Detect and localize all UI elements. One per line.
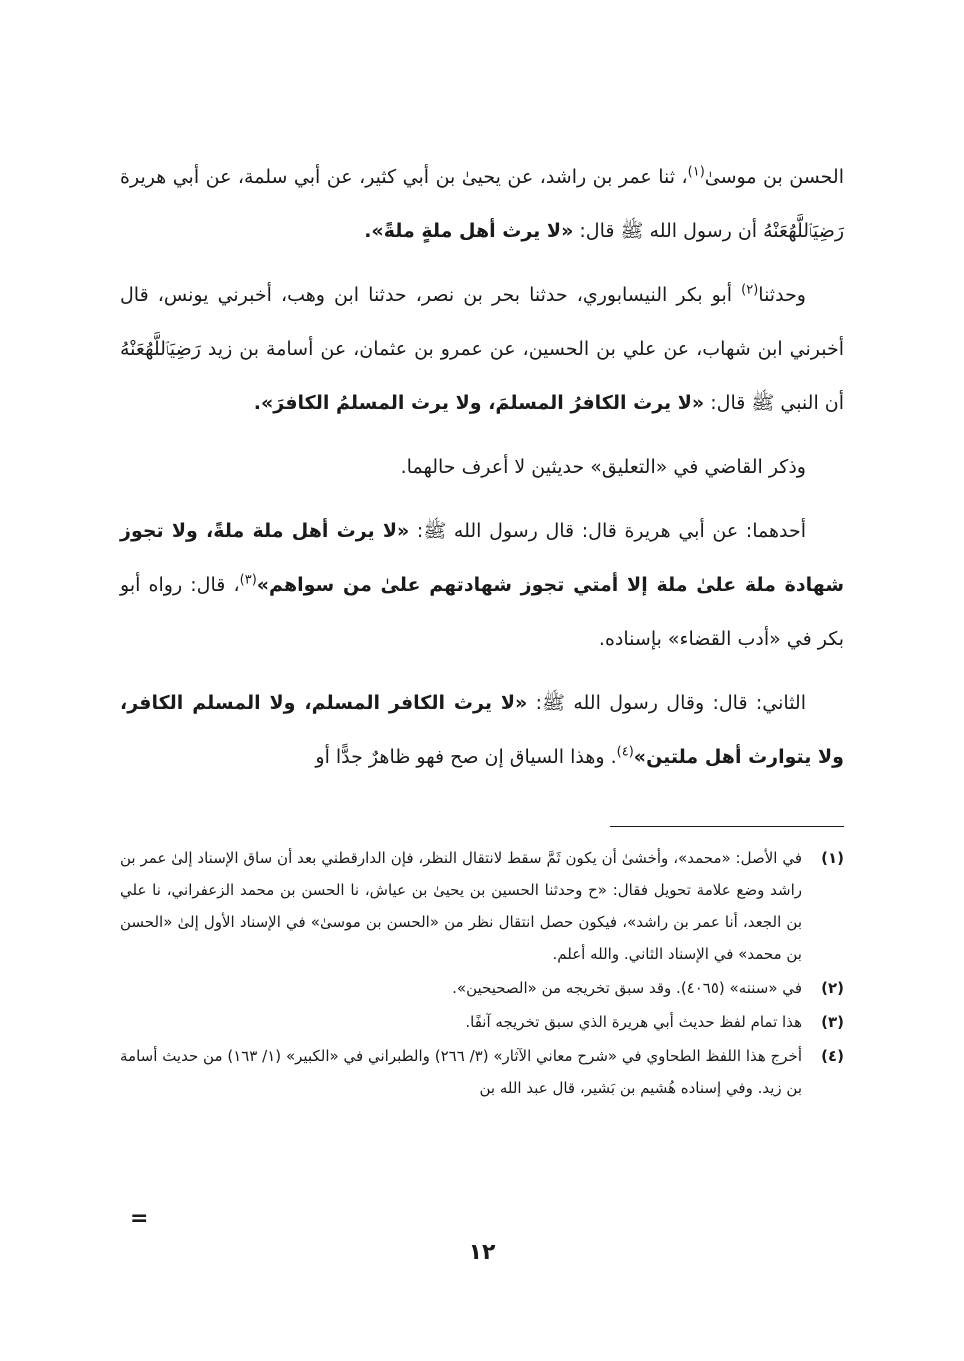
footnote-2 bbox=[120, 972, 844, 1004]
footnote-ref-2[interactable]: (٢) bbox=[741, 282, 759, 298]
text-segment: ، قال: رواه أبو بكر في «أدب القضاء» بإسناده. bbox=[120, 574, 844, 650]
footnote-1 bbox=[120, 842, 844, 970]
footnote-ref-3[interactable]: (٣) bbox=[239, 572, 257, 588]
page-number: ١٢ bbox=[468, 1240, 496, 1265]
text-segment: وذكر القاضي في «التعليق» حديثين لا أعرف حالهما. bbox=[400, 456, 806, 478]
paragraph-1 bbox=[120, 150, 844, 258]
footnote-number: (٣) bbox=[821, 1013, 844, 1031]
footnote-text: في الأصل: «محمد»، وأخشىٰ أن يكون ثَمَّ سقط لانتقال النظر، فإن الدارقطني بعد أن ساق الإسناد إلىٰ عمر بن راشد وضع علامة تحويل فقال: «ح وحدثنا الحسين بن يحيىٰ بن عياش، نا الحسن بن محمد الزعفراني، نا علي بن الجعد، أنا عمر بن راشد»، فيكون حصل انتقال نظر من «الحسن بن موسىٰ» في الإسناد الأول إلىٰ «الحسن بن محمد» في الإسناد الثاني. والله أعلم. bbox=[120, 849, 802, 963]
text-segment: الحسن بن موسىٰ bbox=[704, 166, 844, 188]
paragraph-4 bbox=[120, 504, 844, 666]
text-segment: أحدهما: عن أبي هريرة قال: قال رسول الله ﷺ: bbox=[409, 520, 806, 542]
hadith-quote: «لا يرث الكافر المسلم، ولا المسلم الكافر، ولا يتوارث أهل ملتين» bbox=[120, 692, 844, 768]
footnote-number: (٤) bbox=[821, 1047, 844, 1065]
text-segment: الثاني: قال: وقال رسول الله ﷺ: bbox=[527, 692, 806, 714]
footnote-4 bbox=[120, 1040, 844, 1104]
hadith-quote: «لا يرث أهل ملةٍ ملةً». bbox=[364, 220, 574, 242]
text-segment: . وهذا السياق إن صح فهو ظاهرٌ جدًّا أو bbox=[315, 746, 617, 768]
hadith-quote: «لا يرث الكافرُ المسلمَ، ولا يرث المسلمُ الكافرَ». bbox=[253, 392, 705, 414]
text-segment: وحدثنا bbox=[758, 284, 806, 306]
footnote-text: هذا تمام لفظ حديث أبي هريرة الذي سبق تخريجه آنفًا. bbox=[465, 1013, 802, 1031]
footnote-number: (١) bbox=[821, 849, 844, 867]
footnote-text: أخرج هذا اللفظ الطحاوي في «شرح معاني الآثار» (٣/ ٢٦٦) والطبراني في «الكبير» (١/ ١٦٣) من حديث أسامة بن زيد. وفي إسناده هُشيم بن بَشير، قال عبد الله بن bbox=[120, 1047, 802, 1097]
text-segment: أبو بكر النيسابوري، حدثنا بحر بن نصر، حدثنا ابن وهب، أخبرني يونس، قال أخبرني ابن شهاب، عن علي بن الحسين، عن عمرو بن عثمان، عن أسامة بن زيد رَضِيَٱللَّهُعَنْهُ أن النبي ﷺ قال: bbox=[120, 284, 844, 414]
text-segment: ، ثنا عمر بن راشد، عن يحيىٰ بن أبي كثير، عن أبي سلمة، عن أبي هريرة رَضِيَٱللَّهُعَنْهُ أن رسول الله ﷺ قال: bbox=[120, 166, 844, 242]
continuation-mark: = bbox=[130, 1206, 149, 1231]
paragraph-3 bbox=[120, 440, 844, 494]
footnotes bbox=[120, 842, 844, 1106]
footnote-number: (٢) bbox=[821, 979, 844, 997]
footnote-3 bbox=[120, 1006, 844, 1038]
main-text bbox=[120, 150, 844, 784]
paragraph-5 bbox=[120, 676, 844, 784]
hadith-quote: «لا يرث أهل ملة ملةً، ولا تجوز شهادة ملة علىٰ ملة إلا أمتي تجوز شهادتهم علىٰ من سواهم» bbox=[120, 520, 844, 596]
footnote-ref-4[interactable]: (٤) bbox=[616, 744, 634, 760]
footnote-divider bbox=[610, 826, 844, 827]
footnote-ref-1[interactable]: (١) bbox=[687, 164, 705, 180]
footnote-text: في «سننه» (٤٠٦٥). وقد سبق تخريجه من «الصحيحين». bbox=[452, 979, 802, 997]
paragraph-2 bbox=[120, 268, 844, 430]
